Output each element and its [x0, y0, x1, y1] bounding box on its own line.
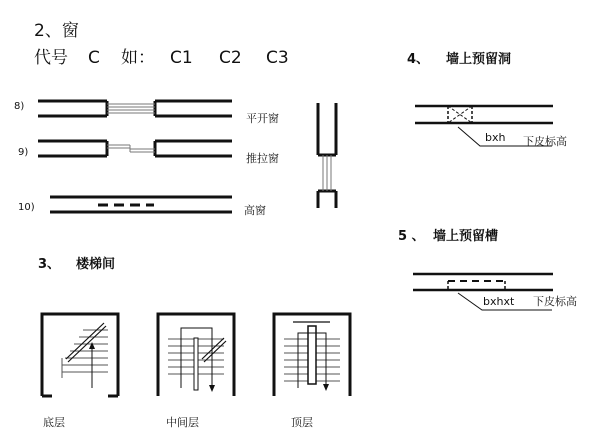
- high-window-symbol: [18, 197, 266, 217]
- item-number-10: 10): [18, 202, 35, 213]
- wall-hole-section: [407, 51, 567, 148]
- wall-slot-number: 5 、: [398, 229, 425, 244]
- code-prefix: 代号: [34, 48, 68, 68]
- label-high-window: 高窗: [244, 204, 266, 217]
- code-example-3: C3: [266, 48, 289, 68]
- wall-hole-number: 4、: [407, 52, 430, 67]
- wall-slot-section: [398, 228, 577, 310]
- stairwell-title: 楼梯间: [76, 257, 116, 272]
- wall-slot-dimension: bxhxt: [483, 295, 515, 308]
- label-casement-window: 平开窗: [246, 112, 279, 125]
- item-number-9: 9): [18, 147, 29, 158]
- code-letter: C: [88, 48, 100, 68]
- caption-middle-floor: 中间层: [166, 416, 199, 429]
- vertical-window-symbol: [318, 103, 336, 208]
- casement-window-symbol: [14, 101, 279, 125]
- stair-top-floor: [274, 314, 350, 429]
- wall-slot-note: 下皮标高: [533, 295, 577, 308]
- stair-middle-floor: [158, 314, 234, 429]
- windows-section: [14, 21, 336, 217]
- stair-ground-floor: [42, 314, 118, 429]
- item-number-8: 8): [14, 101, 25, 112]
- wall-slot-title: 墙上预留槽: [433, 229, 499, 244]
- wall-hole-note: 下皮标高: [523, 135, 567, 148]
- code-example-1: C1: [170, 48, 193, 68]
- wall-hole-dimension: bxh: [485, 131, 506, 144]
- code-example-label: 如：: [121, 48, 155, 68]
- wall-hole-title: 墙上预留洞: [446, 52, 512, 67]
- code-example-2: C2: [219, 48, 242, 68]
- stairwell-section: [38, 256, 350, 429]
- windows-heading: 2、窗: [34, 21, 79, 41]
- stairwell-number: 3、: [38, 257, 61, 272]
- sliding-window-symbol: [18, 141, 279, 165]
- caption-top-floor: 顶层: [291, 416, 313, 429]
- label-sliding-window: 推拉窗: [246, 152, 279, 165]
- caption-ground-floor: 底层: [43, 416, 65, 429]
